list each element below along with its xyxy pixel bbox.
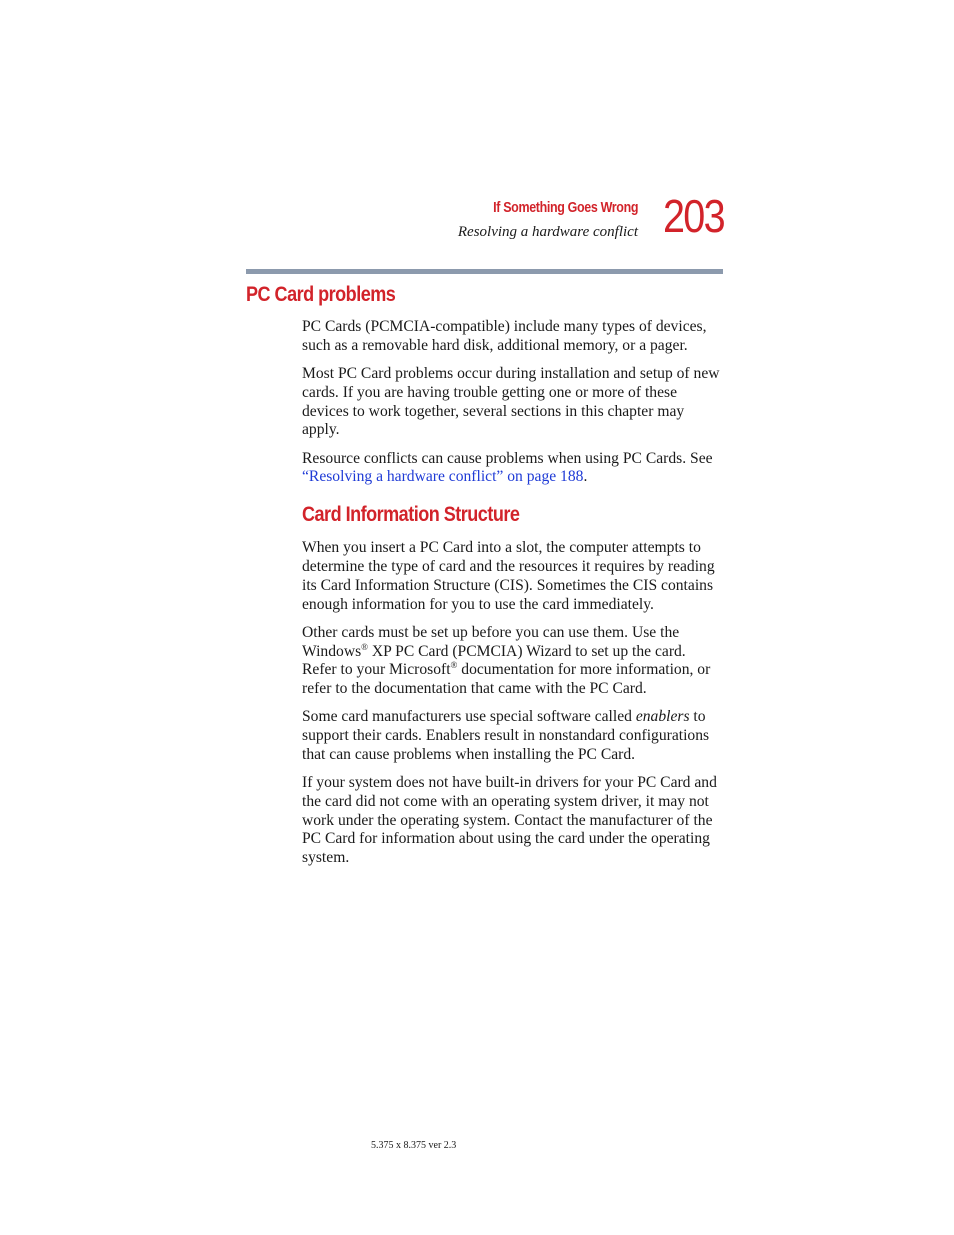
page-footer: 5.375 x 8.375 ver 2.3 — [371, 1140, 457, 1151]
paragraph-text: Other cards must be set up before you can use them. Use the Windows — [302, 623, 680, 660]
paragraph: When you insert a PC Card into a slot, the computer attempts to determine the type of card and the resources it requires by reading its Card Information Structure (CIS). Sometimes the CIS contains enough information for you to use the card immediately. — [302, 539, 715, 613]
chapter-title: If Something Goes Wrong — [493, 200, 638, 216]
section-heading: PC Card problems — [246, 283, 396, 306]
paragraph — [302, 624, 722, 699]
cross-reference-link[interactable]: “Resolving a hardware conflict” on page 188 — [302, 468, 584, 486]
registered-mark: ® — [450, 660, 458, 671]
paragraph-text: . — [583, 468, 588, 486]
paragraph-text: to support their cards. Enablers result in nonstandard configurations that can cause problems when installing the PC Card. — [302, 708, 710, 763]
subsection-heading: Card Information Structure — [302, 503, 520, 527]
registered-mark: ® — [361, 641, 368, 652]
emphasis-term: enablers — [635, 708, 690, 726]
paragraph: Most PC Card problems occur during installation and setup of new cards. If you are having trouble getting one or more of these devices to work together, several sections in this chapter may apply. — [302, 364, 720, 439]
paragraph — [302, 450, 722, 488]
section-body — [302, 318, 722, 877]
section-divider — [246, 269, 723, 274]
paragraph-text: XP PC Card (PCMCIA) Wizard to set up the card. Refer to your Microsoft — [302, 642, 686, 679]
paragraph-text: Resource conflicts can cause problems when using PC Cards. See — [302, 449, 713, 467]
paragraph — [302, 708, 722, 764]
paragraph-text: Some card manufacturers use special software called — [302, 708, 636, 726]
section-subtitle: Resolving a hardware conflict — [457, 224, 638, 240]
paragraph: PC Cards (PCMCIA-compatible) include many types of devices, such as a removable hard disk, additional memory, or a pager. — [302, 318, 707, 354]
running-head — [458, 198, 638, 243]
paragraph-text: documentation for more information, or refer to the documentation that came with the PC Card. — [302, 661, 711, 698]
paragraph: If your system does not have built-in drivers for your PC Card and the card did not come with an operating system driver, it may not work under the operating system. Contact the manufacturer of the PC Card for information about using the card under the operating system. — [302, 774, 717, 867]
page-number: 203 — [663, 190, 724, 242]
